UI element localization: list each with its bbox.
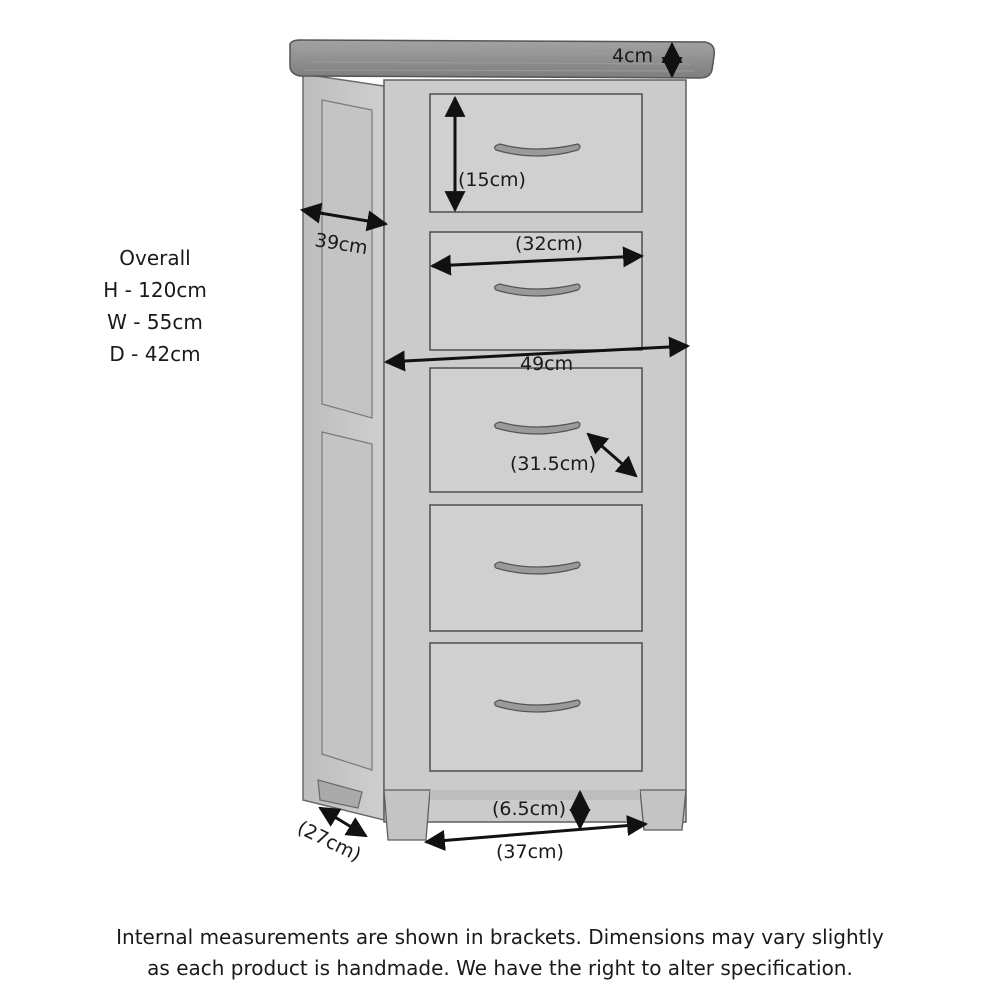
- drawer-4: [430, 505, 642, 631]
- overall-width: W - 55cm: [107, 310, 203, 334]
- leg-height-label: (6.5cm): [492, 798, 566, 820]
- drawer-5: [430, 643, 642, 771]
- side-depth-label: 39cm: [313, 229, 370, 260]
- overall-dimensions: [60, 242, 250, 370]
- drawer-height-label: (15cm): [458, 169, 526, 191]
- overall-title: Overall: [119, 246, 191, 270]
- drawer-depth-label: (31.5cm): [510, 453, 597, 475]
- overall-height: H - 120cm: [103, 278, 207, 302]
- base-width-label: (37cm): [496, 841, 564, 863]
- base-width-arrow: [426, 824, 646, 842]
- top-thickness-label: 4cm: [612, 45, 654, 67]
- disclaimer-line-1: Internal measurements are shown in brackets. Dimensions may vary slightly: [116, 925, 884, 949]
- base-depth-label: (27cm): [293, 816, 365, 867]
- cabinet-side: [303, 74, 384, 820]
- drawer-width-label: (32cm): [515, 233, 583, 255]
- disclaimer-line-2: as each product is handmade. We have the right to alter specification.: [147, 956, 853, 980]
- disclaimer-note: [0, 922, 1000, 984]
- front-width-label: 49cm: [520, 353, 574, 375]
- overall-depth: D - 42cm: [109, 342, 201, 366]
- drawer-1: [430, 94, 642, 212]
